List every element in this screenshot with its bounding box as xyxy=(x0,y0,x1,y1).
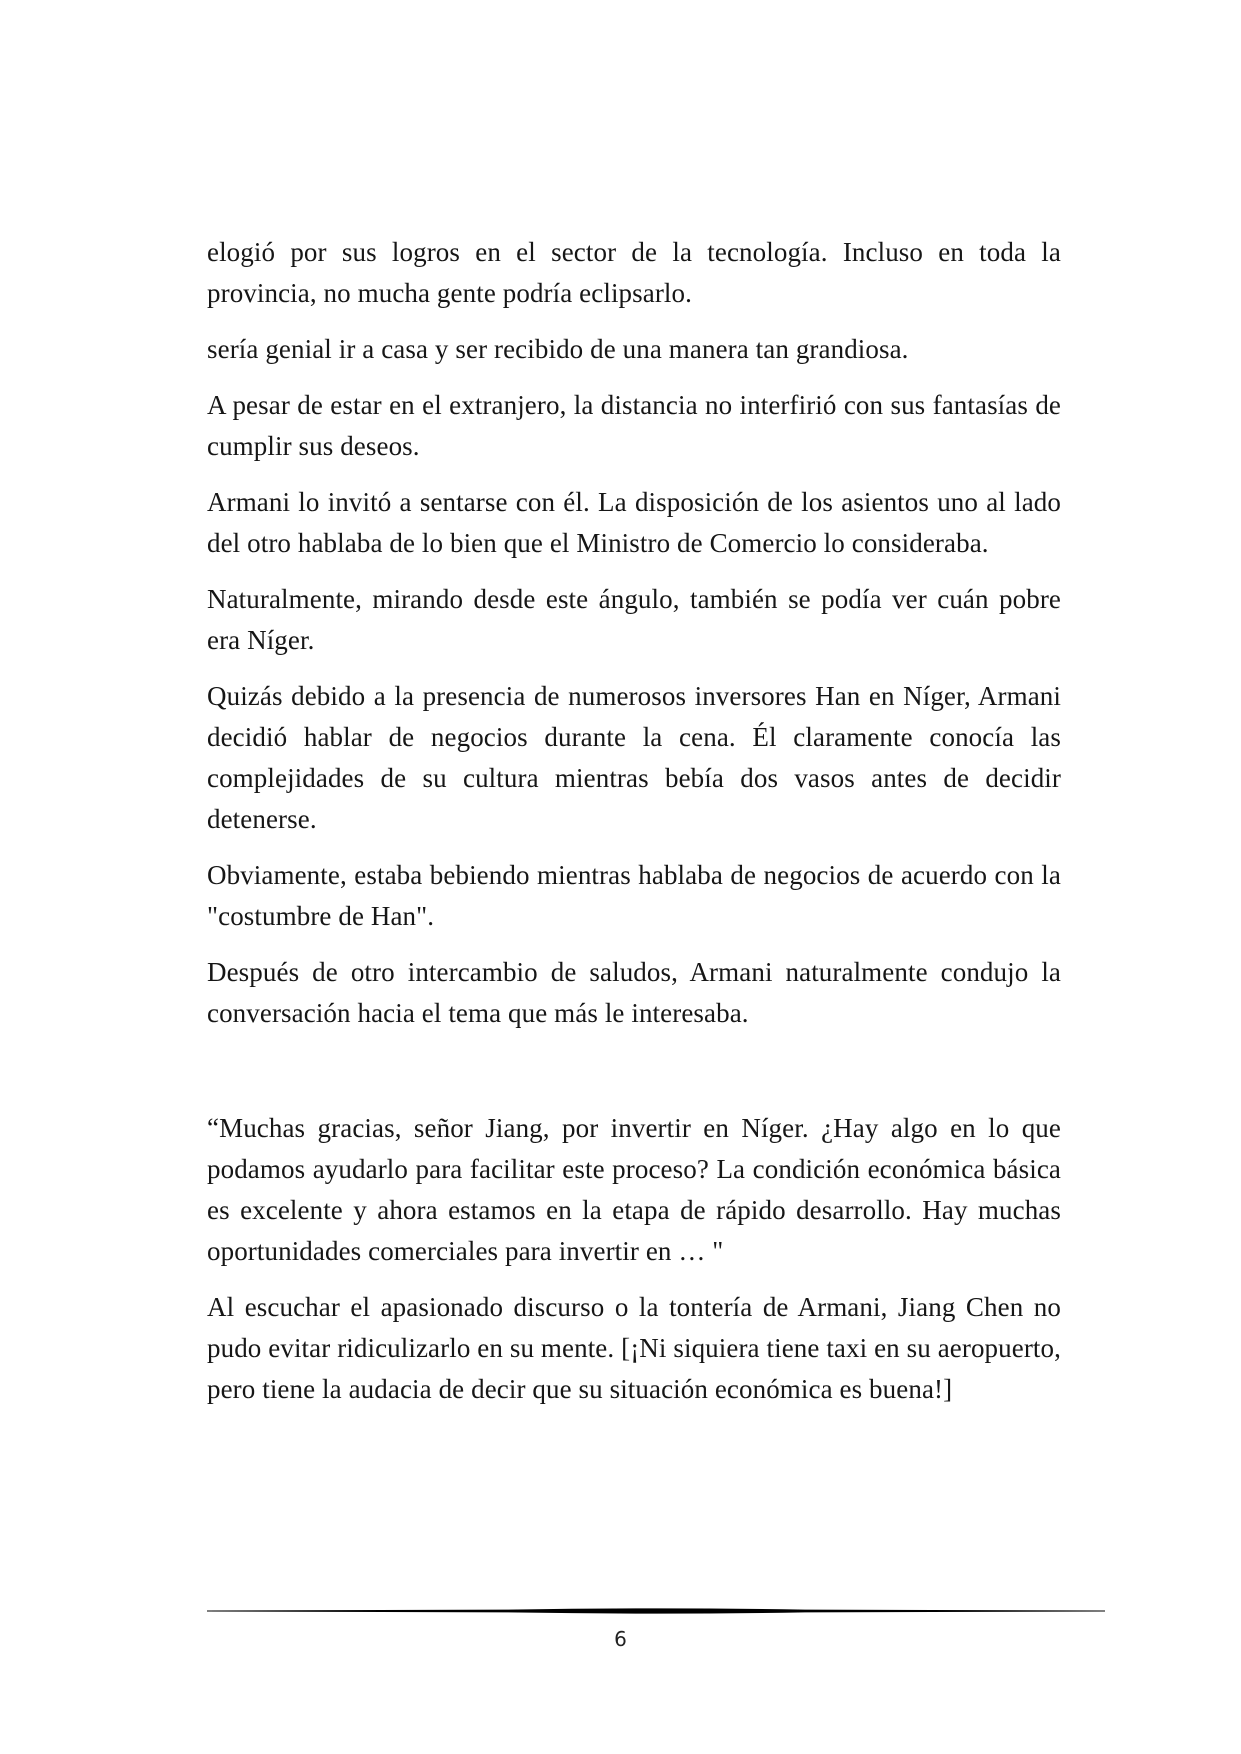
paragraph: Quizás debido a la presencia de numerosos inversores Han en Níger, Armani decidió hablar de negocios durante la cena. Él claramente conocía las complejidades de su cultura mientras bebía dos vasos antes de decidir detenerse. xyxy=(207,681,1061,834)
paragraph: elogió por sus logros en el sector de la tecnología. Incluso en toda la provincia, no mucha gente podría eclipsarlo. xyxy=(207,237,1061,308)
body-text xyxy=(207,232,1061,1425)
paragraph: Después de otro intercambio de saludos, Armani naturalmente condujo la conversación hacia el tema que más le interesaba. xyxy=(207,957,1061,1028)
dialogue-paragraph: “Muchas gracias, señor Jiang, por invertir en Níger. ¿Hay algo en lo que podamos ayudarlo para facilitar este proceso? La condición económica básica es excelente y ahora estamos en la etapa de rápido desarrollo. Hay muchas oportunidades comerciales para invertir en … " xyxy=(207,1113,1061,1266)
paragraph: Armani lo invitó a sentarse con él. La disposición de los asientos uno al lado del otro hablaba de lo bien que el Ministro de Comercio lo consideraba. xyxy=(207,487,1061,558)
paragraph: A pesar de estar en el extranjero, la distancia no interfirió con sus fantasías de cumplir sus deseos. xyxy=(207,390,1061,461)
paragraph: Obviamente, estaba bebiendo mientras hablaba de negocios de acuerdo con la "costumbre de Han". xyxy=(207,860,1061,931)
paragraph: Naturalmente, mirando desde este ángulo, también se podía ver cuán pobre era Níger. xyxy=(207,584,1061,655)
footer-rule xyxy=(207,1606,1105,1616)
paragraph: sería genial ir a casa y ser recibido de una manera tan grandiosa. xyxy=(207,334,909,364)
paragraph: Al escuchar el apasionado discurso o la tontería de Armani, Jiang Chen no pudo evitar ridiculizarlo en su mente. [¡Ni siquiera tiene taxi en su aeropuerto, pero tiene la audacia de decir que su situación económica es buena!] xyxy=(207,1292,1061,1404)
page-number: 6 xyxy=(614,1627,627,1651)
